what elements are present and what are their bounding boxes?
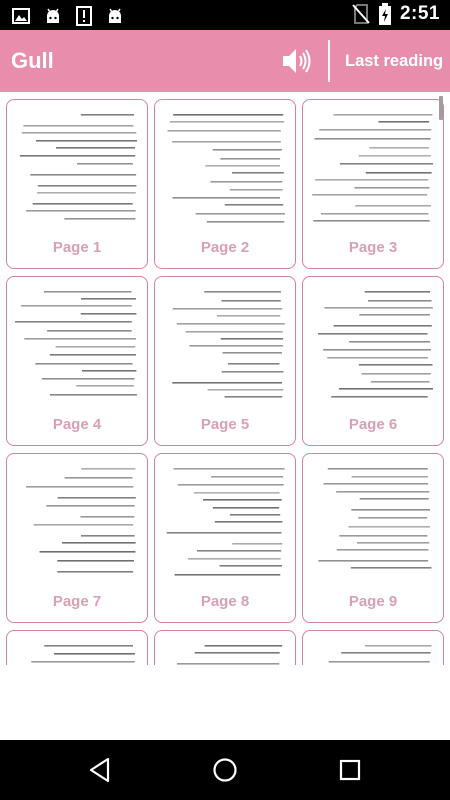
- system-icons: [352, 3, 440, 25]
- android-icon: [44, 7, 62, 25]
- page-thumbnail: [15, 285, 139, 403]
- page-card[interactable]: [6, 630, 148, 665]
- last-reading-button[interactable]: Last reading: [345, 52, 444, 70]
- page-card[interactable]: [6, 276, 148, 446]
- app-title: Gull: [11, 48, 54, 73]
- clock: 2:51: [399, 3, 440, 24]
- scrollbar[interactable]: [439, 96, 443, 120]
- page-card[interactable]: [6, 99, 148, 269]
- page-label: Page 1: [52, 239, 102, 256]
- page-label: Page 3: [348, 239, 398, 256]
- status-bar: [0, 0, 450, 30]
- page-thumbnail: [15, 462, 139, 580]
- page-card[interactable]: [154, 630, 296, 665]
- page-label: Page 2: [200, 239, 250, 256]
- volume-button[interactable]: [281, 46, 313, 76]
- back-icon: [86, 756, 114, 784]
- navigation-bar: [0, 740, 450, 800]
- page-thumbnail: [163, 462, 287, 580]
- notification-icons: [12, 6, 124, 26]
- page-label: Page 6: [348, 416, 398, 433]
- page-label: Page 8: [200, 593, 250, 610]
- page-card[interactable]: [154, 276, 296, 446]
- page-thumbnail: [163, 108, 287, 226]
- image-icon: [12, 7, 30, 25]
- page-thumbnail: [311, 639, 435, 665]
- battery-charging-icon: [378, 3, 392, 25]
- no-sim-icon: [352, 4, 370, 24]
- page-card[interactable]: [154, 453, 296, 623]
- page-card[interactable]: [302, 453, 444, 623]
- back-button[interactable]: [86, 756, 114, 784]
- recents-icon: [336, 756, 364, 784]
- volume-icon: [281, 46, 313, 76]
- page-thumbnail: [15, 108, 139, 226]
- alert-icon: [76, 6, 92, 26]
- page-card[interactable]: [302, 276, 444, 446]
- page-thumbnail: [311, 285, 435, 403]
- app-bar-divider: [328, 40, 330, 82]
- page-grid[interactable]: [0, 92, 450, 665]
- page-label: Page 4: [52, 416, 102, 433]
- page-thumbnail: [15, 639, 139, 665]
- home-icon: [211, 756, 239, 784]
- home-button[interactable]: [211, 756, 239, 784]
- android-icon: [106, 7, 124, 25]
- page-card[interactable]: [302, 99, 444, 269]
- app-bar: [0, 30, 450, 92]
- page-thumbnail: [163, 285, 287, 403]
- page-card[interactable]: [6, 453, 148, 623]
- recents-button[interactable]: [336, 756, 364, 784]
- page-thumbnail: [311, 108, 435, 226]
- page-thumbnail: [311, 462, 435, 580]
- page-label: Page 9: [348, 593, 398, 610]
- page-thumbnail: [163, 639, 287, 665]
- page-card[interactable]: [302, 630, 444, 665]
- page-card[interactable]: [154, 99, 296, 269]
- page-label: Page 5: [200, 416, 250, 433]
- page-label: Page 7: [52, 593, 102, 610]
